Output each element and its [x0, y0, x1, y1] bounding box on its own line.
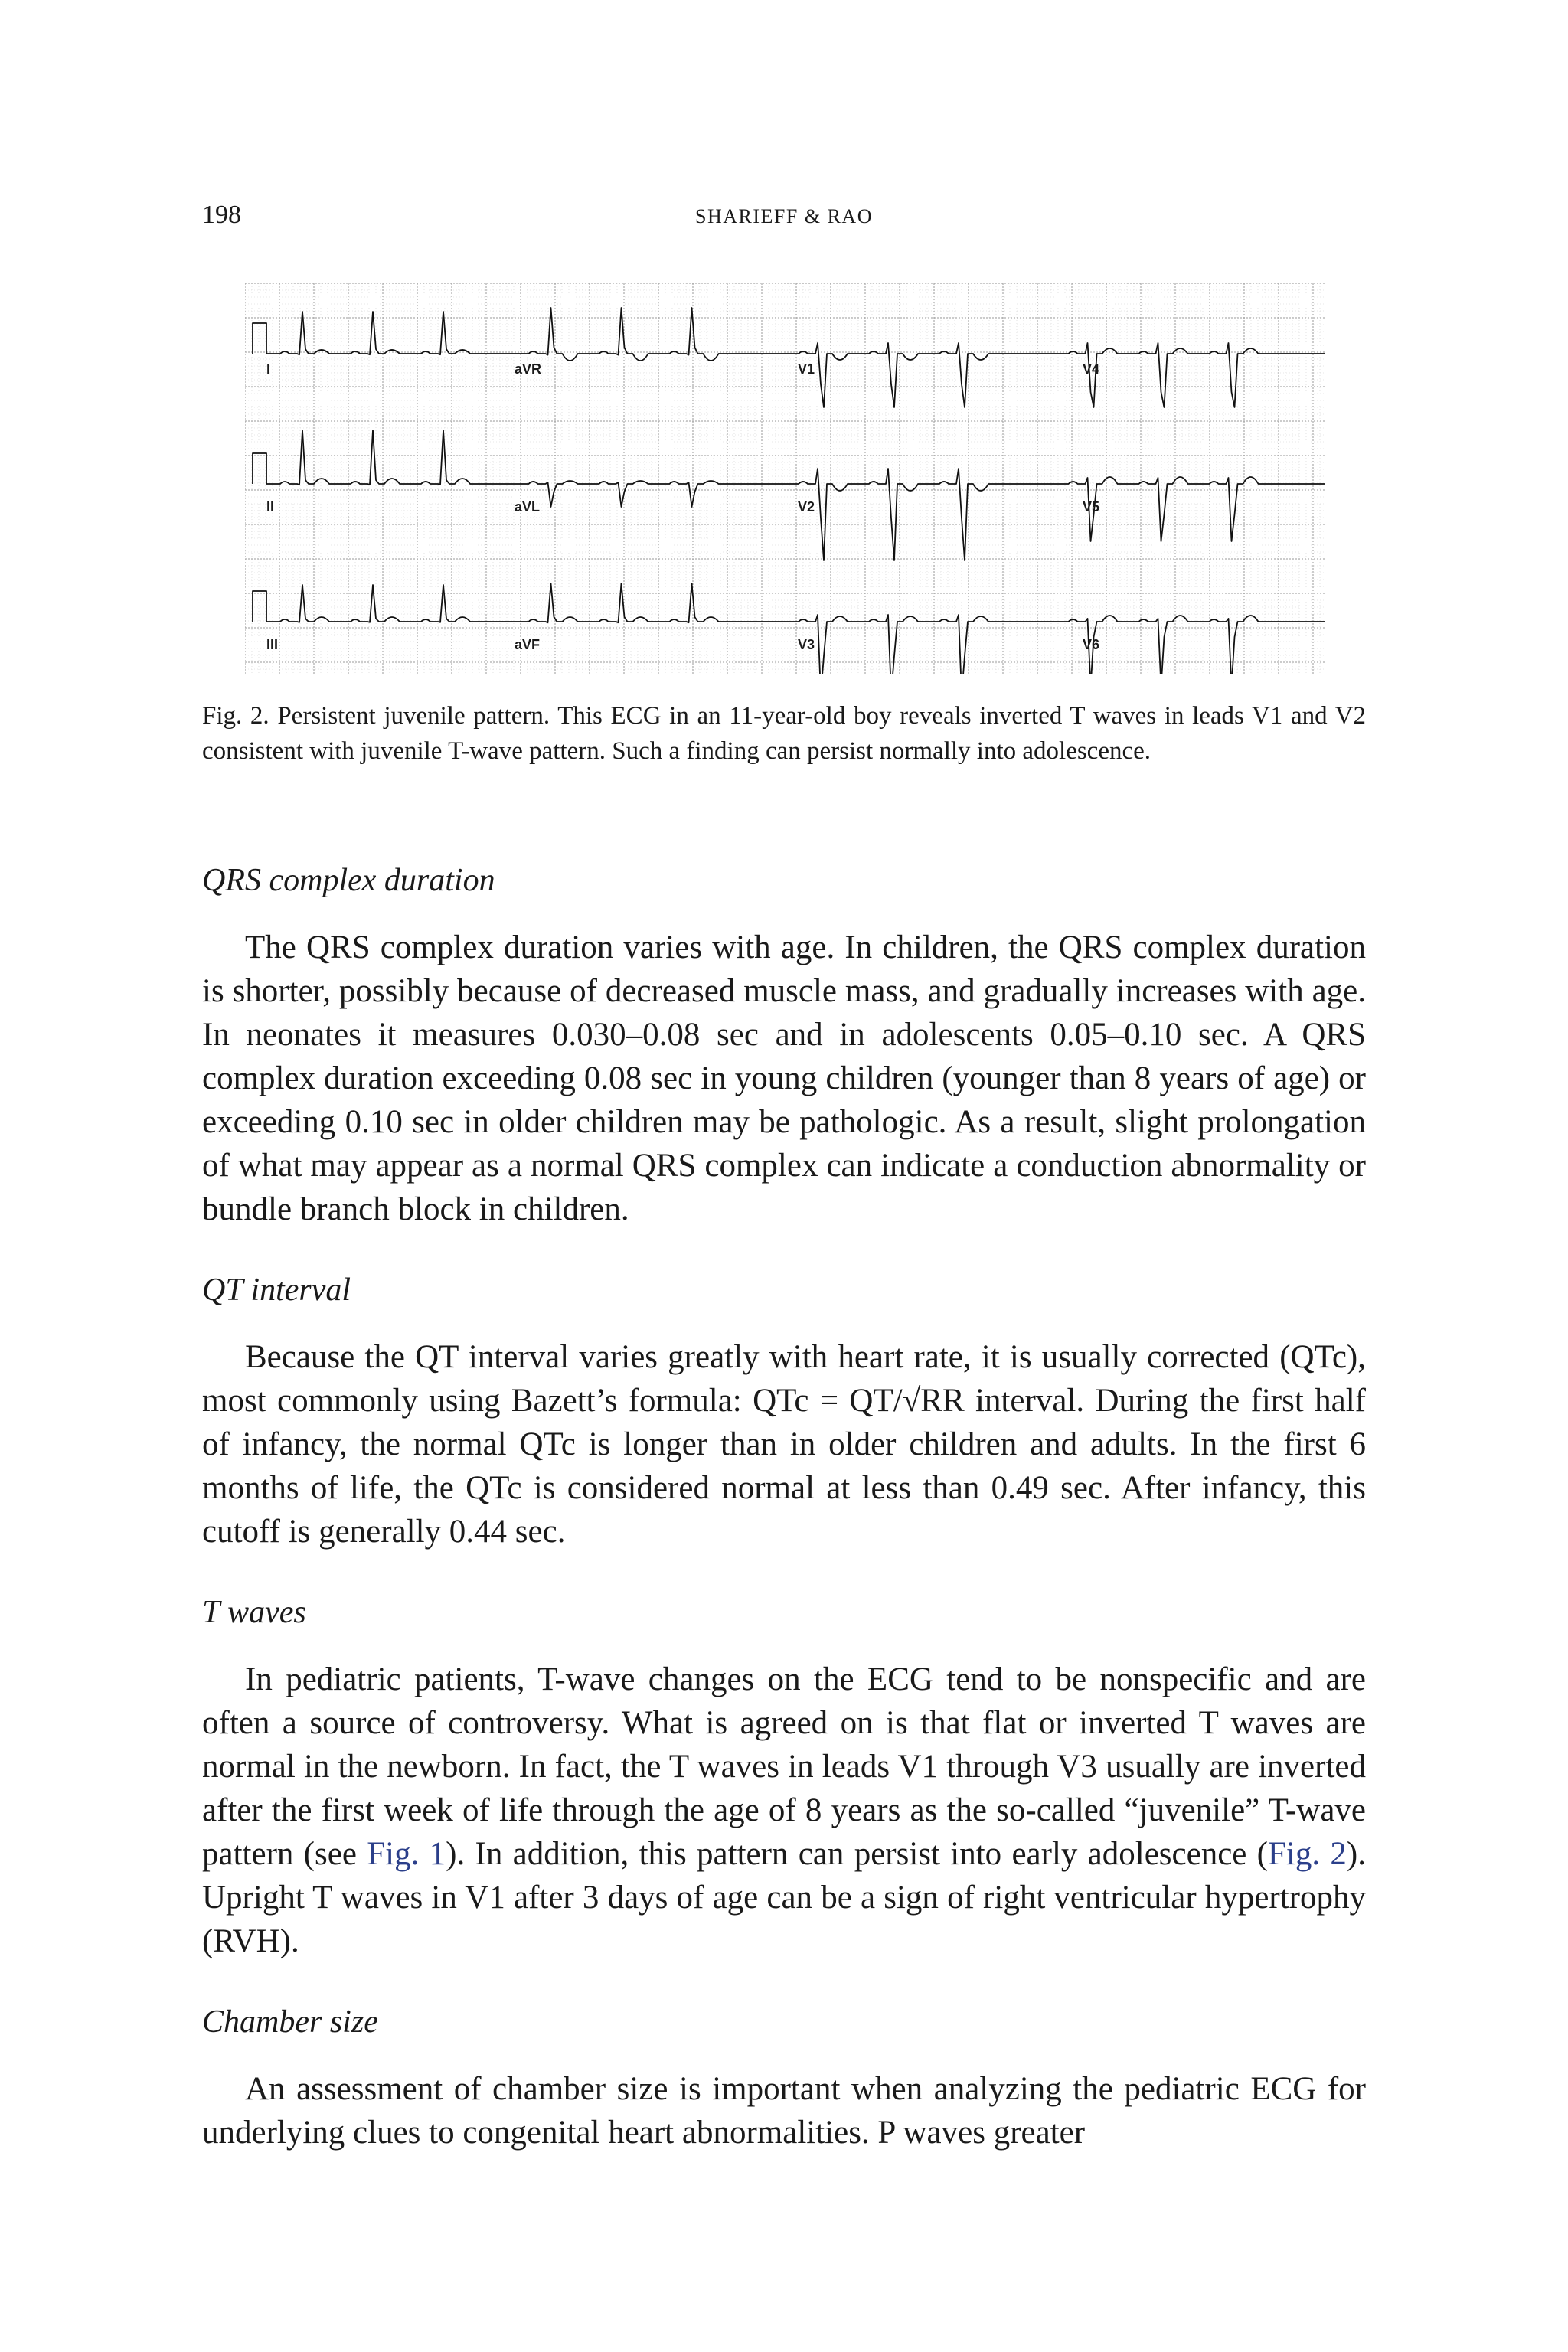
lead-label-V3: V3	[798, 637, 815, 652]
lead-label-V1: V1	[798, 361, 815, 377]
ecg-trace-row-2	[253, 430, 1325, 560]
lead-label-II: II	[266, 499, 275, 514]
heading-t-waves: T waves	[202, 1595, 306, 1630]
lead-label-V4: V4	[1083, 361, 1100, 377]
qt-text-2: interval. During the first half of infancy, the normal QTc is longer than in older children and adults. In the first 6 months of life, the QTc is considered normal at less than 0.49 sec. After infancy, this cutoff is generally 0.44 sec.	[202, 1383, 1366, 1550]
fig-2-link[interactable]: Fig. 2	[1268, 1836, 1347, 1872]
page-header	[202, 201, 1366, 239]
ecg-trace-row-3	[253, 583, 1325, 674]
bazett-formula: QTc = QT/√RR	[753, 1383, 965, 1419]
qt-text-1: Because the QT interval varies greatly with heart rate, it is usually corrected (QTc), most commonly using Bazett’s formula:	[202, 1339, 1366, 1419]
lead-label-V2: V2	[798, 499, 815, 514]
heading-qt-interval: QT interval	[202, 1272, 351, 1308]
paragraph-chamber-size: An assessment of chamber size is important when analyzing the pediatric ECG for underlying clues to congenital heart abnormalities. P waves greater	[202, 2071, 1366, 2151]
heading-qrs-complex-duration: QRS complex duration	[202, 863, 495, 898]
ecg-trace-row-1	[253, 308, 1325, 407]
figure-caption: Fig. 2. Persistent juvenile pattern. This ECG in an 11-year-old boy reveals inverted T waves in leads V1 and V2 consistent with juvenile T-wave pattern. Such a finding can persist normally into adolescence.	[202, 702, 1366, 765]
t-waves-text-2: ). In addition, this pattern can persist into early adolescence (	[446, 1836, 1268, 1872]
paragraph-t-waves	[202, 1658, 1366, 1963]
lead-label-I: I	[266, 361, 271, 377]
lead-label-aVR: aVR	[514, 361, 542, 377]
ecg-tracing	[245, 283, 1325, 674]
heading-chamber-size: Chamber size	[202, 2004, 378, 2040]
ecg-figure	[245, 283, 1325, 674]
lead-label-III: III	[266, 637, 279, 652]
lead-label-V6: V6	[1083, 637, 1100, 652]
t-waves-text-3: ). Upright T waves in V1 after 3 days of age can be a sign of right ventricular hypertrophy (RVH).	[202, 1836, 1366, 1959]
lead-label-aVL: aVL	[514, 499, 541, 514]
page-number: 198	[202, 201, 241, 229]
lead-label-V5: V5	[1083, 499, 1100, 514]
lead-label-aVF: aVF	[514, 637, 541, 652]
t-waves-text-1: In pediatric patients, T-wave changes on the ECG tend to be nonspecific and are often a source of controversy. What is agreed on is that flat or inverted T waves are normal in the newborn. In fact, the T waves in leads V1 through V3 usually are inverted after the first week of life through the age of 8 years as the so-called “juvenile” T-wave pattern (see	[202, 1661, 1366, 1872]
body-text	[202, 861, 1366, 2194]
running-head: SHARIEFF & RAO	[695, 205, 873, 227]
paragraph-qrs: The QRS complex duration varies with age. In children, the QRS complex duration is shorter, possibly because of decreased muscle mass, and gradually increases with age. In neonates it measures 0.030–0.08 sec and in adolescents 0.05–0.10 sec. A QRS complex duration exceeding 0.08 sec in young children (younger than 8 years of age) or exceeding 0.10 sec in older children may be pathologic. As a result, slight prolongation of what may appear as a normal QRS complex can indicate a conduction abnormality or bundle branch block in children.	[202, 929, 1366, 1227]
fig-1-link[interactable]: Fig. 1	[367, 1836, 446, 1872]
paragraph-qt	[202, 1335, 1366, 1553]
